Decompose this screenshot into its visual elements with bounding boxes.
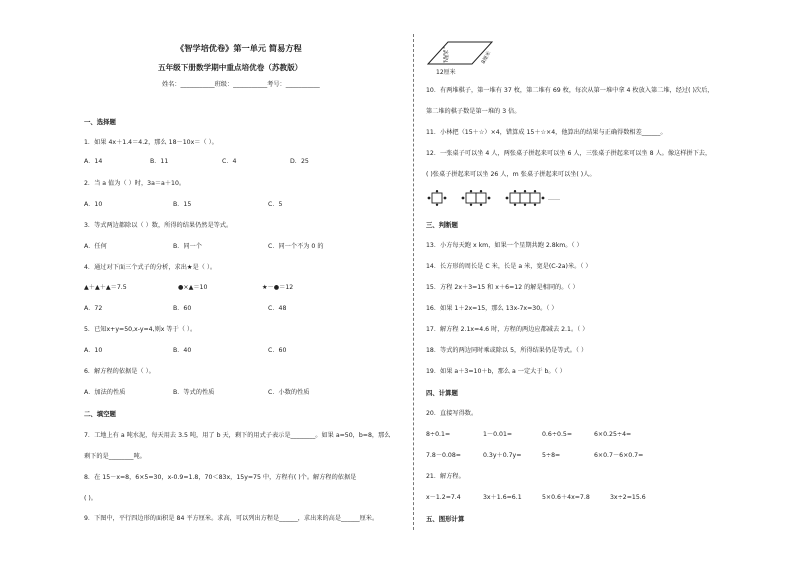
exam-title: 《智学培优卷》第一单元 简易方程	[176, 43, 302, 53]
q1-option-a: A．14	[84, 158, 103, 165]
section-calc-heading: 四、计算题	[426, 389, 458, 397]
question-8-line2: ( )。	[84, 495, 97, 502]
q4-equation-2: ●×▲＝10	[178, 284, 208, 291]
question-5: 5．已知x+y=50,x-y=4,则x 等于（ ）。	[84, 326, 197, 333]
section-choice-heading: 一、选择题	[84, 118, 116, 126]
question-7-line1: 7．工地上有 a 吨水泥，每天用去 3.5 吨，用了 b 天，剩下的用式子表示是________。如果 a=50，b=8，那么	[84, 432, 391, 439]
q6-option-b: B．等式的性质	[173, 389, 215, 396]
calc-item-3: 0.6÷0.5=	[542, 431, 573, 438]
question-6: 6．解方程的依据是（ ）。	[84, 368, 155, 375]
question-4: 4．通过对下面三个式子的分析，求出★是（ ）。	[84, 264, 217, 271]
q1-option-d: D．25	[290, 158, 309, 165]
calc-item-7: 5÷8=	[542, 452, 561, 459]
q2-option-a: A．10	[84, 201, 103, 208]
q4-equation-1: ▲＋▲＋▲＝7.5	[84, 284, 127, 291]
height-label: h厘米	[445, 50, 450, 62]
two-tables-group	[462, 190, 491, 206]
question-3: 3．等式两边都除以（ ）数，所得的结果仍然是等式。	[84, 222, 233, 229]
question-16: 16．如果 1＋2x=15，那么 13x-7x=30。（ ）	[426, 305, 558, 312]
q3-option-b: B．同一个	[173, 243, 202, 250]
question-11: 11．小林把（15＋☆）×4，错算成 15＋☆×4，他算出的结果与正确得数相差______。	[426, 129, 667, 136]
one-table-group	[428, 190, 447, 206]
student-info-line: 姓名：___________班级：___________考号：___________	[162, 81, 320, 88]
question-14: 14．长方形的周长是 C 米，长是 a 米，宽是(C-2a)米。（ ）	[426, 263, 592, 270]
question-12-line2: ( )张桌子拼起来可以坐 26 人，m 张桌子拼起来可以坐( )人。	[426, 171, 596, 178]
question-8-line1: 8．在 15－x=8，6×5=30，x-0.9=1.8，70＜83x，15y=75 中，方程有( )个。解方程的依据是	[84, 474, 357, 481]
section-figure-calc-heading: 五、图形计算	[426, 515, 465, 523]
question-17: 17．解方程 2.1x=4.6 时，方程的两边应都减去 2.1。（ ）	[426, 326, 589, 333]
calc-item-5: 7.8－0.08=	[426, 452, 461, 459]
question-7-line2: 剩下的是________吨。	[84, 453, 146, 460]
q6-option-a: A．加法的性质	[84, 389, 126, 396]
q3-option-a: A．任何	[84, 243, 107, 250]
q5-option-c: C．60	[268, 347, 287, 354]
equation-3: 5×0.6＋4x=7.8	[542, 494, 590, 501]
q4-option-c: C．48	[268, 305, 287, 312]
q3-option-c: C．同一个不为 0 的	[268, 243, 324, 250]
question-13: 13．小方每天跑 x km，如果一个星期共跑 2.8km。（ ）	[426, 242, 583, 249]
question-20: 20．直接写得数。	[426, 410, 478, 417]
q4-equation-3: ★－●＝12	[262, 284, 294, 291]
calc-item-1: 8÷0.1=	[426, 431, 451, 438]
side-label: 8厘米	[480, 50, 493, 65]
question-18: 18．等式的两边同时乘或除以 5，所得结果仍是等式。（ ）	[426, 347, 588, 354]
equation-4: 3x÷2=15.6	[610, 494, 646, 501]
calc-item-8: 6×0.7－6×0.7=	[594, 452, 644, 459]
section-fill-heading: 二、填空题	[84, 410, 116, 418]
exam-subtitle: 五年级下册数学期中重点培优卷（苏教版）	[158, 63, 303, 72]
three-tables-group	[506, 190, 545, 206]
parallelogram-diagram	[426, 38, 498, 80]
pattern-ellipsis: ……	[548, 195, 560, 202]
question-9: 9．下图中，平行四边形的面积是 84 平方厘米。求高，可以列出方程是______，求出来的高是______厘米。	[84, 515, 379, 522]
calc-item-4: 6×0.25÷4=	[594, 431, 632, 438]
question-15: 15．方程 2x＋3=15 和 x＋6=12 的解是相同的。（ ）	[426, 284, 579, 291]
q4-option-b: B．60	[173, 305, 192, 312]
question-19: 19．如果 a＋3=10＋b，那么 a 一定大于 b。（ ）	[426, 368, 566, 375]
equation-1: x－1.2=7.4	[426, 494, 461, 501]
calc-item-2: 1－0.01=	[483, 431, 513, 438]
column-divider	[413, 34, 414, 530]
question-1: 1．如果 4x＋1.4＝4.2，那么 18－10x＝（ ）。	[84, 139, 218, 146]
calc-item-6: 0.3y＋0.7y=	[483, 452, 522, 459]
question-2: 2．当 a 值为（ ）时，3a＝a＋10。	[84, 180, 186, 187]
question-10-line1: 10．有两堆棋子，第一堆有 37 枚，第二堆有 69 枚，每次从第一堆中拿 4 枚放入第二堆，经过( )次后，	[426, 87, 714, 94]
q6-option-c: C．小数的性质	[268, 389, 310, 396]
question-12-line1: 12．一张桌子可以坐 4 人，两张桌子拼起来可以坐 6 人，三张桌子拼起来可以坐 8 人。像这样拼下去，	[426, 150, 712, 157]
section-judge-heading: 三、判断题	[426, 221, 458, 229]
q2-option-c: C．5	[268, 201, 283, 208]
q5-option-b: B．40	[173, 347, 192, 354]
q1-option-b: B．11	[150, 158, 169, 165]
question-10-line2: 第二堆的棋子数是第一堆的 3 倍。	[426, 108, 521, 115]
question-21: 21．解方程。	[426, 473, 465, 480]
table-arrangement-diagram	[426, 190, 586, 206]
q1-option-c: C．4	[222, 158, 237, 165]
table-arrangement-figure	[426, 190, 586, 204]
q2-option-b: B．15	[173, 201, 192, 208]
q4-option-a: A．72	[84, 305, 103, 312]
parallelogram-figure	[426, 38, 498, 80]
q5-option-a: A．10	[84, 347, 103, 354]
base-label: 12厘米	[436, 69, 456, 76]
equation-2: 3x＋1.6=6.1	[483, 494, 522, 501]
